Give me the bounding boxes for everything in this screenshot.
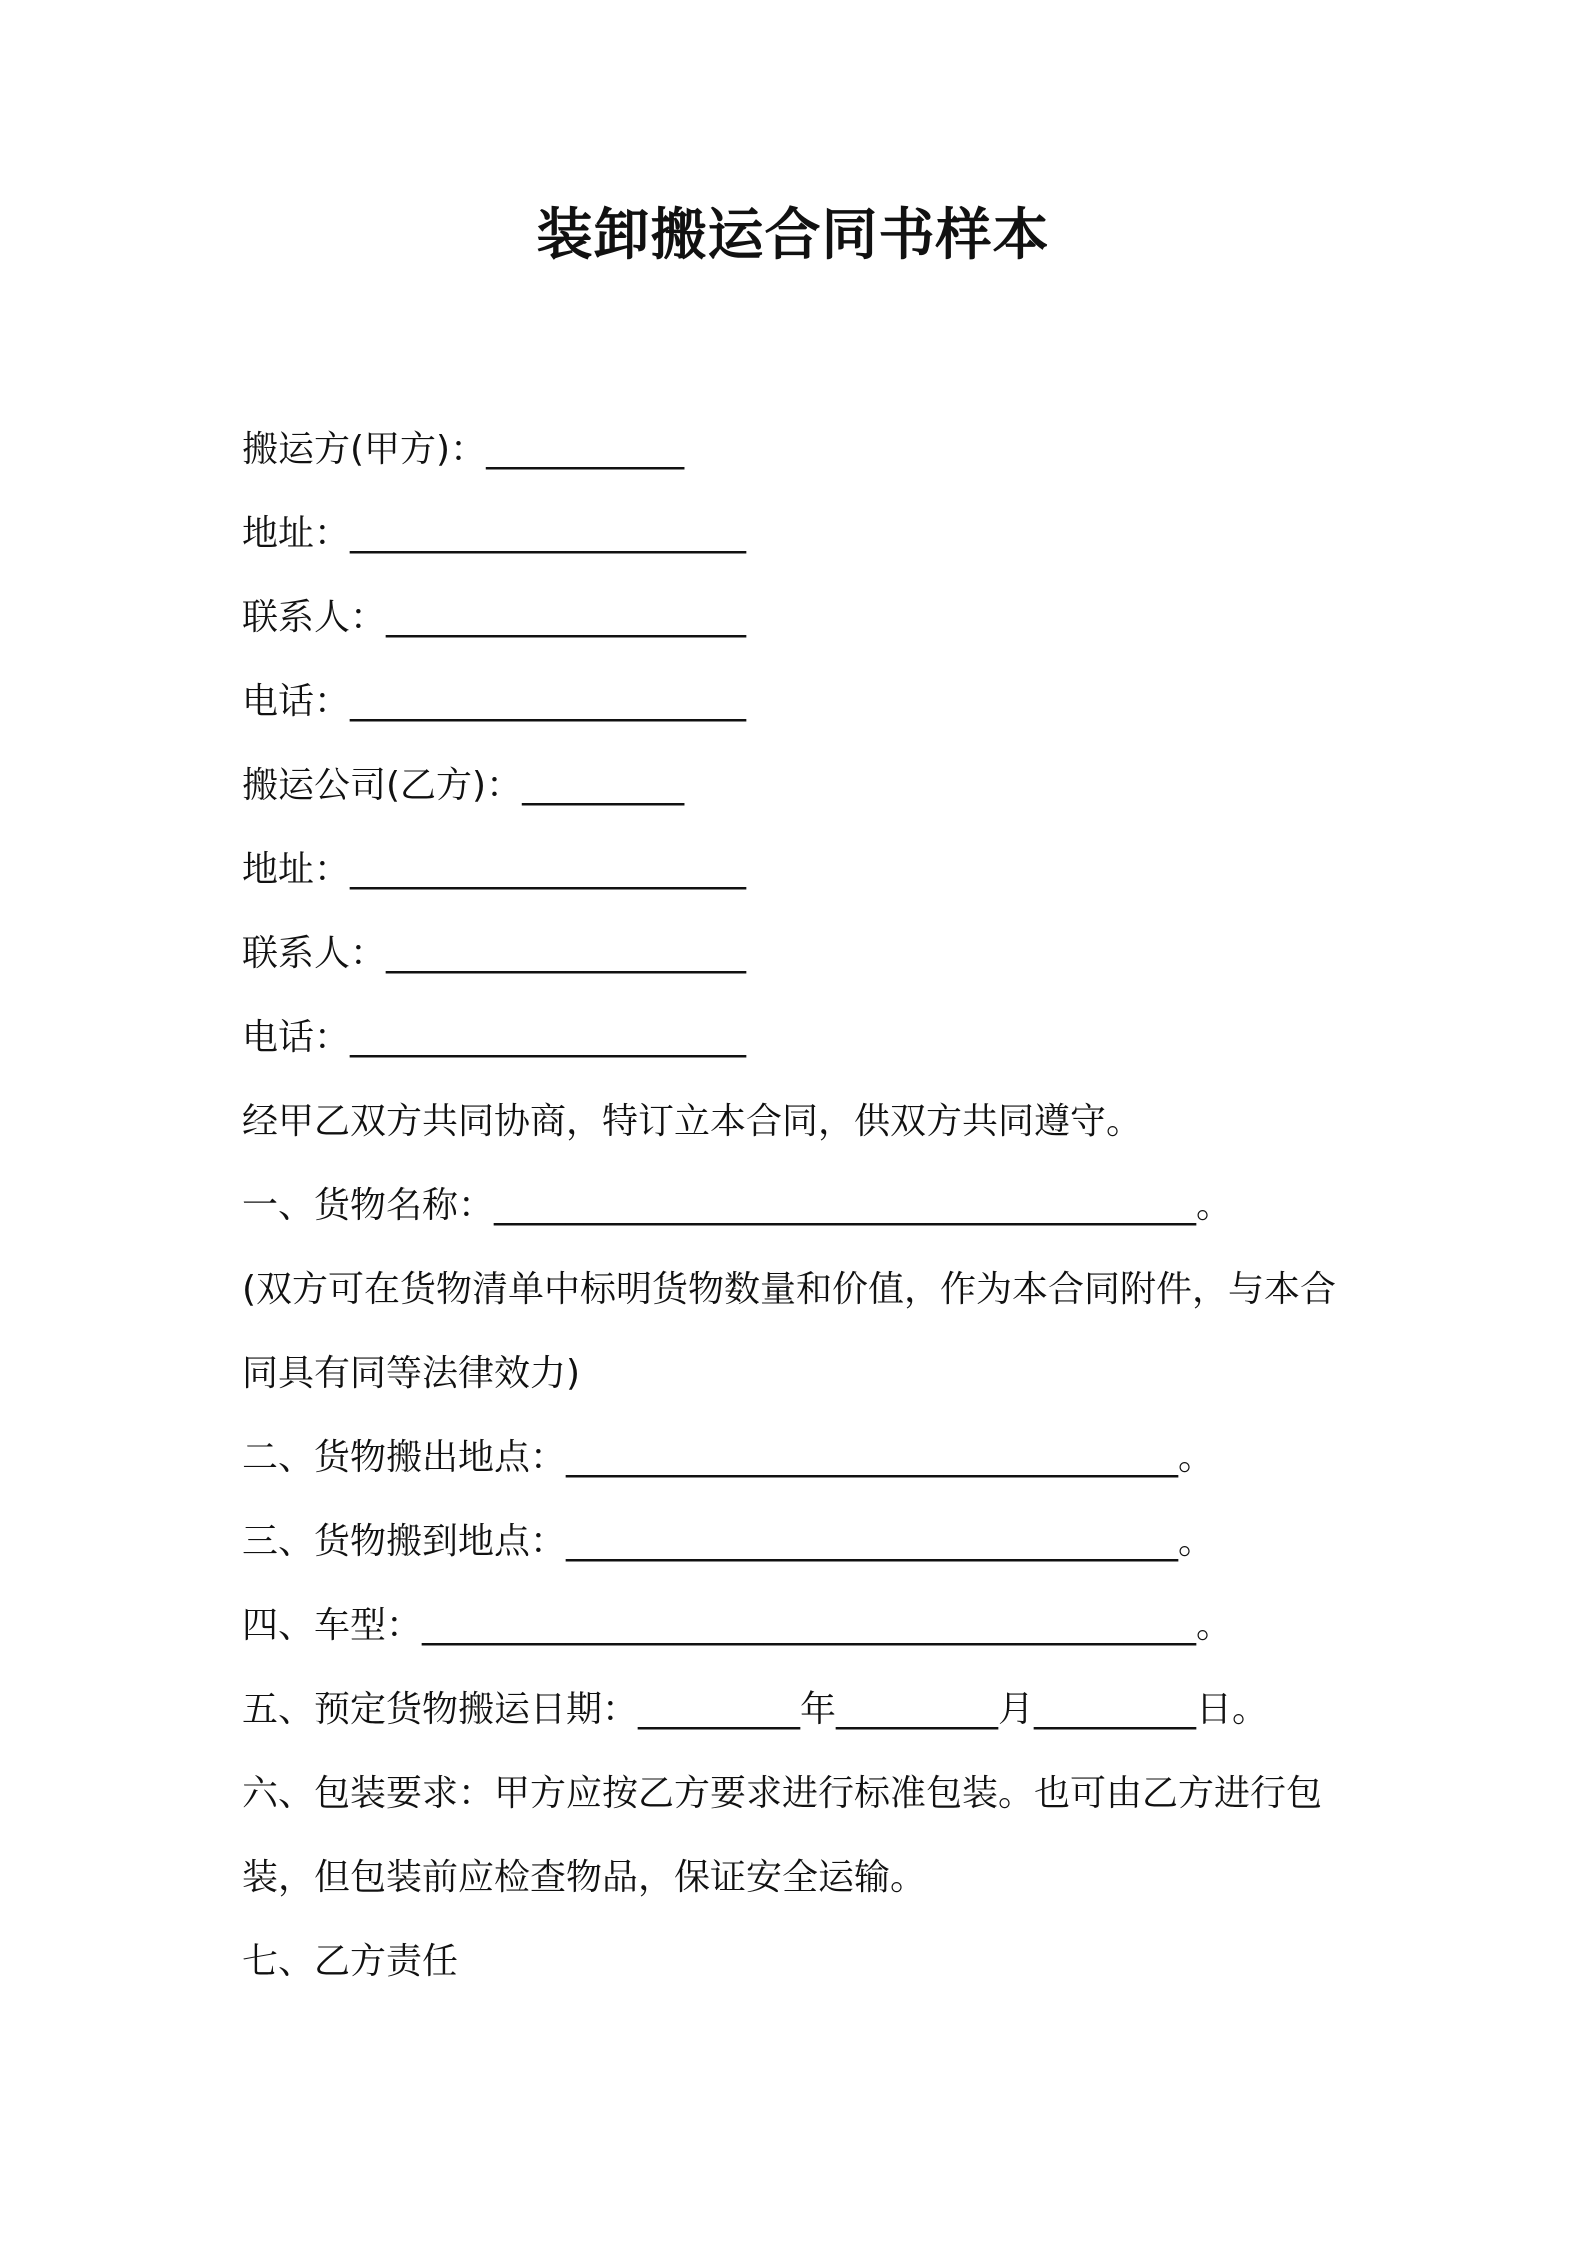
clause-5-moving-date: 五、预定货物搬运日期：_________年_________月_________日。: [242, 1689, 1269, 1730]
document-body: [242, 408, 1372, 2004]
clause-2-pickup-location: 二、货物搬出地点：__________________________________。: [242, 1437, 1215, 1478]
document-title: 装卸搬运合同书样本: [536, 203, 1050, 268]
clause-3-destination: 三、货物搬到地点：__________________________________。: [242, 1521, 1215, 1562]
agreement-intro-line: 经甲乙双方共同协商，特订立本合同，供双方共同遵守。: [242, 1101, 1143, 1142]
clause-6-packaging: 六、包装要求：甲方应按乙方要求进行标准包装。也可由乙方进行包装，但包装前应检查物品，保证安全运输。: [242, 1773, 1323, 1898]
clause-1-goods-name: 一、货物名称：_______________________________________。: [242, 1185, 1233, 1226]
party-a-name-line: 搬运方(甲方)：___________: [242, 429, 685, 470]
party-b-address-line: 地址：______________________: [242, 849, 747, 890]
clause-1-note: (双方可在货物清单中标明货物数量和价值，作为本合同附件，与本合同具有同等法律效力): [242, 1269, 1337, 1394]
party-b-name-line: 搬运公司(乙方)：_________: [242, 765, 685, 806]
clause-4-vehicle-type: 四、车型：___________________________________________。: [242, 1605, 1233, 1646]
party-a-phone-line: 电话：______________________: [242, 681, 747, 722]
party-a-address-line: 地址：______________________: [242, 513, 747, 554]
clause-7-heading: 七、乙方责任: [242, 1941, 459, 1982]
party-b-contact-line: 联系人：____________________: [242, 933, 747, 974]
party-a-contact-line: 联系人：____________________: [242, 597, 747, 638]
party-b-phone-line: 电话：______________________: [242, 1017, 747, 1058]
